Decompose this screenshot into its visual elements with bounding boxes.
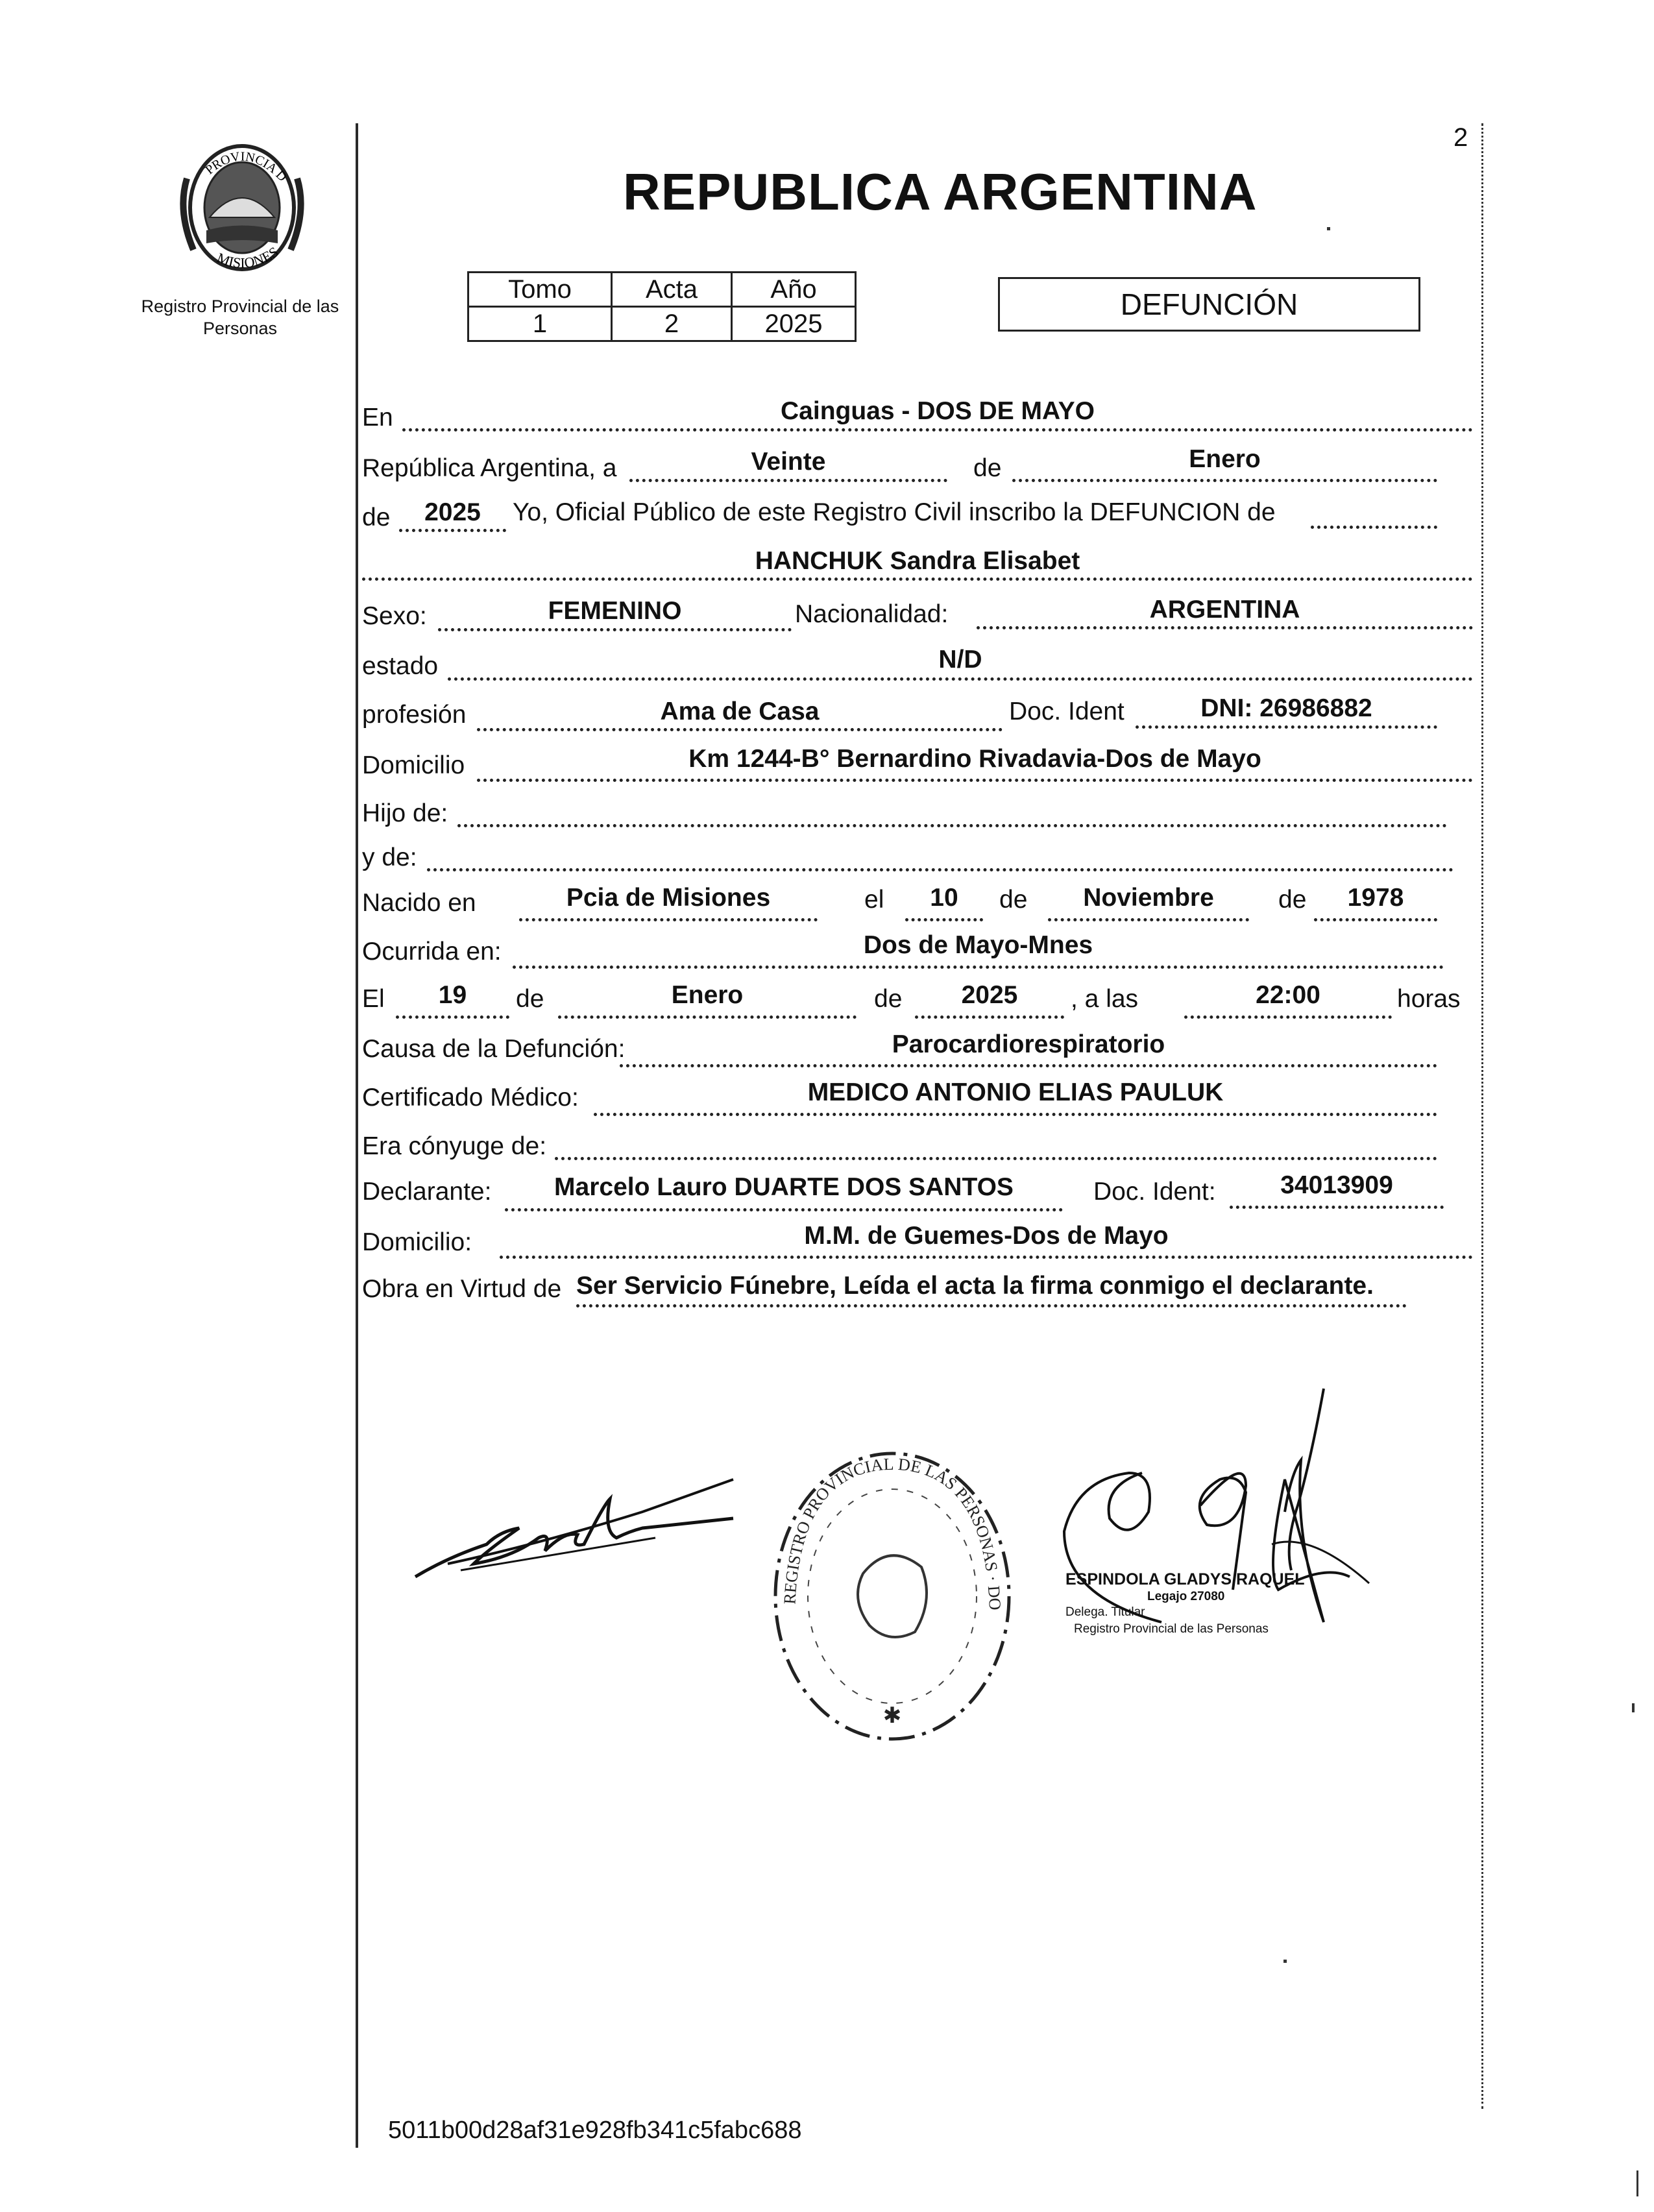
- dotted-line: [1314, 918, 1437, 921]
- dotted-line: [905, 918, 983, 921]
- field-dia-inscripcion: Veinte: [751, 448, 826, 476]
- table-header-acta: Acta: [612, 273, 732, 307]
- label-de2: de: [362, 504, 391, 531]
- label-yo-oficial: Yo, Oficial Público de este Registro Civil inscribo la DEFUNCION de: [513, 498, 1276, 526]
- field-anio-inscripcion: 2025: [424, 498, 481, 526]
- table-header-tomo: Tomo: [468, 273, 612, 307]
- field-declarante: Marcelo Lauro DUARTE DOS SANTOS: [554, 1173, 1014, 1201]
- field-profesion: Ama de Casa: [660, 698, 820, 725]
- speck: [1632, 1703, 1635, 1712]
- label-ocurrida-en: Ocurrida en:: [362, 938, 502, 966]
- field-domicilio: Km 1244-B° Bernardino Rivadavia-Dos de Mayo: [688, 745, 1261, 773]
- dotted-line: [438, 628, 792, 631]
- official-legajo: Legajo 27080: [1147, 1590, 1225, 1603]
- label-profesion: profesión: [362, 701, 467, 729]
- dotted-line: [915, 1015, 1064, 1019]
- field-fallec-hora: 22:00: [1256, 981, 1320, 1009]
- dotted-line: [402, 428, 1473, 431]
- registry-label: Registro Provincial de las Personas: [141, 297, 339, 338]
- label-sexo: Sexo:: [362, 602, 427, 630]
- dotted-line: [629, 479, 947, 482]
- field-mes-inscripcion: Enero: [1189, 445, 1261, 473]
- label-causa: Causa de la Defunción:: [362, 1035, 626, 1063]
- label-hijo-de: Hijo de:: [362, 799, 448, 827]
- label-doc-ident: Doc. Ident: [1009, 698, 1125, 725]
- field-nombre: HANCHUK Sandra Elisabet: [755, 547, 1080, 575]
- page-title: REPUBLICA ARGENTINA: [623, 163, 1258, 221]
- label-nacionalidad: Nacionalidad:: [795, 600, 949, 628]
- label-declarante: Declarante:: [362, 1178, 492, 1206]
- dotted-line: [1048, 918, 1249, 921]
- province-emblem: [174, 140, 310, 282]
- label-a-las: , a las: [1071, 985, 1139, 1013]
- field-certificado: MEDICO ANTONIO ELIAS PAULUK: [807, 1078, 1224, 1106]
- dotted-line: [457, 824, 1447, 827]
- speck: [1327, 227, 1330, 230]
- label-domicilio2: Domicilio:: [362, 1228, 472, 1256]
- label-el-cap: El: [362, 985, 385, 1013]
- speck: [1636, 2170, 1638, 2196]
- table-value-acta: 2: [612, 307, 732, 341]
- field-nacido-dia: 10: [930, 884, 958, 912]
- label-nacido-en: Nacido en: [362, 889, 476, 917]
- label-horas: horas: [1397, 985, 1461, 1013]
- label-el: el: [864, 886, 884, 914]
- page-number: 2: [1453, 123, 1468, 152]
- label-de-d: de: [874, 985, 903, 1013]
- dotted-line: [505, 1208, 1063, 1211]
- dotted-line: [1230, 1206, 1444, 1209]
- field-ocurrida-en: Dos de Mayo-Mnes: [863, 931, 1093, 959]
- label-obra: Obra en Virtud de: [362, 1275, 562, 1303]
- field-nacido-en: Pcia de Misiones: [566, 884, 771, 912]
- table-header-anio: Año: [732, 273, 856, 307]
- emblem-bottom-text: MISIONES: [214, 243, 282, 271]
- dotted-line: [555, 1157, 1437, 1160]
- dotted-line: [594, 1113, 1437, 1116]
- dotted-line: [519, 918, 818, 921]
- label-certificado: Certificado Médico:: [362, 1084, 579, 1112]
- dotted-line: [576, 1304, 1407, 1307]
- dotted-line: [427, 868, 1453, 871]
- dotted-line: [396, 1015, 509, 1019]
- label-de-c: de: [516, 985, 544, 1013]
- label-conyuge: Era cónyuge de:: [362, 1132, 547, 1160]
- field-doc-ident: DNI: 26986882: [1200, 694, 1372, 722]
- dotted-line: [500, 1256, 1473, 1259]
- field-nacido-mes: Noviembre: [1083, 884, 1214, 912]
- svg-text:✱: ✱: [882, 1703, 902, 1728]
- record-number-table: [467, 271, 857, 342]
- field-fallec-anio: 2025: [961, 981, 1018, 1009]
- dotted-line: [513, 966, 1444, 969]
- dotted-line: [1311, 526, 1437, 529]
- field-estado: N/D: [938, 646, 982, 674]
- field-lugar: Cainguas - DOS DE MAYO: [781, 397, 1095, 425]
- label-y-de: y de:: [362, 844, 417, 871]
- label-de: de: [973, 454, 1002, 482]
- label-de-b: de: [1278, 886, 1307, 914]
- right-margin-line: [1481, 123, 1483, 2109]
- speck: [1283, 1960, 1287, 1963]
- label-de-a: de: [999, 886, 1028, 914]
- dotted-line: [1012, 479, 1437, 482]
- field-causa: Parocardiorespiratorio: [892, 1030, 1165, 1058]
- official-institution: Registro Provincial de las Personas: [1074, 1622, 1269, 1636]
- stamp-text: REGISTRO PROVINCIAL DE LAS PERSONAS · DO: [780, 1454, 1004, 1611]
- left-margin-line: [356, 123, 358, 2148]
- label-doc-ident2: Doc. Ident:: [1093, 1178, 1216, 1206]
- dotted-line: [558, 1015, 857, 1019]
- field-declarante-doc: 34013909: [1280, 1171, 1393, 1199]
- field-fallec-dia: 19: [438, 981, 467, 1009]
- dotted-line: [477, 779, 1473, 782]
- field-obra: Ser Servicio Fúnebre, Leída el acta la firma conmigo el declarante.: [576, 1272, 1374, 1300]
- declarant-signature: [409, 1466, 746, 1596]
- field-nacido-anio: 1978: [1347, 884, 1404, 912]
- official-stamp: [766, 1444, 1019, 1749]
- field-declarante-domicilio: M.M. de Guemes-Dos de Mayo: [804, 1222, 1169, 1250]
- dotted-line: [477, 728, 1003, 731]
- dotted-line: [1136, 725, 1437, 729]
- field-sexo: FEMENINO: [548, 597, 682, 625]
- dotted-line: [1184, 1015, 1392, 1019]
- field-fallec-mes: Enero: [671, 981, 744, 1009]
- document-hash: 5011b00d28af31e928fb341c5fabc688: [388, 2117, 802, 2144]
- label-estado: estado: [362, 652, 439, 680]
- field-nacionalidad: ARGENTINA: [1149, 596, 1300, 624]
- dotted-line: [448, 677, 1473, 681]
- table-value-tomo: 1: [468, 307, 612, 341]
- dotted-line: [399, 529, 506, 532]
- official-name: ESPINDOLA GLADYS RAQUEL: [1065, 1570, 1305, 1588]
- label-en: En: [362, 404, 393, 431]
- record-type-box: DEFUNCIÓN: [998, 277, 1420, 332]
- table-value-anio: 2025: [732, 307, 856, 341]
- dotted-line: [977, 626, 1473, 629]
- label-domicilio: Domicilio: [362, 751, 465, 779]
- dotted-line: [620, 1064, 1437, 1067]
- emblem-top-text: PROVINCIA D: [202, 149, 290, 185]
- dotted-line: [362, 577, 1473, 581]
- official-cargo: Delega. Titular: [1065, 1605, 1145, 1619]
- label-republica: República Argentina, a: [362, 454, 617, 482]
